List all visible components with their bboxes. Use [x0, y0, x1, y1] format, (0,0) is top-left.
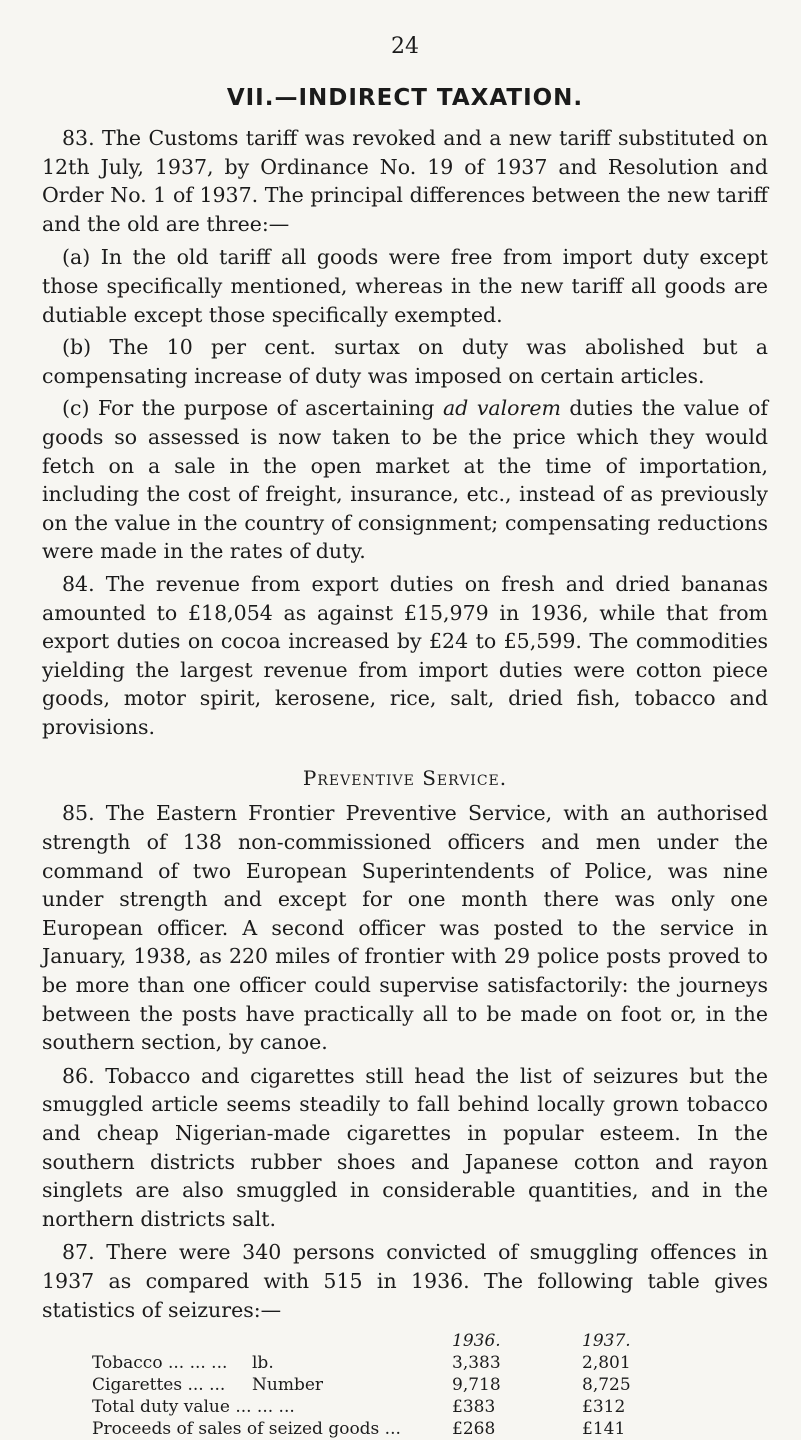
cell-1937: £312: [582, 1397, 626, 1418]
row-label: Total duty value ... ... ...: [92, 1397, 295, 1418]
paragraph-86: 86. Tobacco and cigarettes still head the list of seizures but the smuggled article seems steadily to fall behind locally grown tobacco and cheap Nigerian-made cigarettes in popular esteem. In the southern districts rubber shoes and Japanese cotton and rayon singlets are also smuggled in considerable quantities, and in the northern districts salt.: [42, 1063, 768, 1231]
seizures-table: [92, 1330, 662, 1440]
column-header-1937: 1937.: [582, 1331, 631, 1352]
cell-1937: 2,801: [582, 1353, 631, 1374]
column-header-1936: 1936.: [452, 1331, 501, 1352]
table-row: [92, 1418, 662, 1440]
cell-1937: £141: [582, 1419, 626, 1440]
paragraph-83-intro: 83. The Customs tariff was revoked and a new tariff substituted on 12th July, 1937, by Ordinance No. 19 of 1937 and Resolution and Order No. 1 of 1937. The principal differences between the new tariff and the old are three:—: [42, 126, 768, 236]
cell-1936: 3,383: [452, 1353, 501, 1374]
section-title: VII.—INDIRECT TAXATION.: [226, 85, 584, 111]
paragraph-83-c-pre: (c) For the purpose of ascertaining: [62, 396, 443, 421]
table-row: [92, 1374, 662, 1396]
table-row: [92, 1396, 662, 1418]
cell-1936: £268: [452, 1419, 496, 1440]
table-header-row: [92, 1330, 662, 1352]
paragraph-84: 84. The revenue from export duties on fresh and dried bananas amounted to £18,054 as against £15,979 in 1936, while that from export duties on cocoa increased by £24 to £5,599. The commodities yielding the largest revenue from import duties were cotton piece goods, motor spirit, kerosene, rice, salt, dried fish, tobacco and provisions.: [42, 571, 768, 739]
paragraph-83-c-italic: ad valorem: [442, 396, 561, 421]
paragraph-87: 87. There were 340 persons convicted of smuggling offences in 1937 as compared with 515 in 1936. The following table gives statistics of seizures:—: [42, 1240, 768, 1322]
cell-1936: 9,718: [452, 1375, 501, 1396]
row-label: Proceeds of sales of seized goods ...: [92, 1419, 401, 1440]
paragraph-83-b: (b) The 10 per cent. surtax on duty was abolished but a compensating increase of duty was imposed on certain articles.: [42, 335, 768, 388]
document-page: [42, 32, 768, 1440]
cell-1936: £383: [452, 1397, 496, 1418]
row-unit: Number: [252, 1375, 324, 1396]
paragraph-83-a: (a) In the old tariff all goods were free from import duty except those specifically mentioned, whereas in the new tariff all goods are dutiable except those specifically exempted.: [42, 245, 768, 327]
row-label: Cigarettes ... ...: [92, 1375, 226, 1396]
row-label: Tobacco ... ... ...: [92, 1353, 228, 1374]
paragraph-83-c: [42, 394, 768, 566]
cell-1937: 8,725: [582, 1375, 631, 1396]
paragraph-85: 85. The Eastern Frontier Preventive Service, with an authorised strength of 138 non-commissioned officers and men under the command of two European Superintendents of Police, was nine under strength and except for one month there was only one European officer. A second officer was posted to the service in January, 1938, as 220 miles of frontier with 29 police posts proved to be more than one officer could supervise satisfactorily: the journeys between the posts have practically all to be made on foot or, in the southern section, by canoe.: [42, 801, 768, 1055]
row-unit: lb.: [252, 1353, 274, 1374]
page-number: 24: [391, 34, 419, 59]
paragraph-83-c-post: duties the value of goods so assessed is now taken to be the price which they would fetch on a sale in the open market at the time of importation, including the cost of freight, insurance, etc., instead of as previously on the value in the country of consignment; compensating reductions were made in the rates of duty.: [42, 396, 768, 564]
subheading-preventive-service: Preventive Service.: [302, 766, 508, 791]
table-row: [92, 1352, 662, 1374]
